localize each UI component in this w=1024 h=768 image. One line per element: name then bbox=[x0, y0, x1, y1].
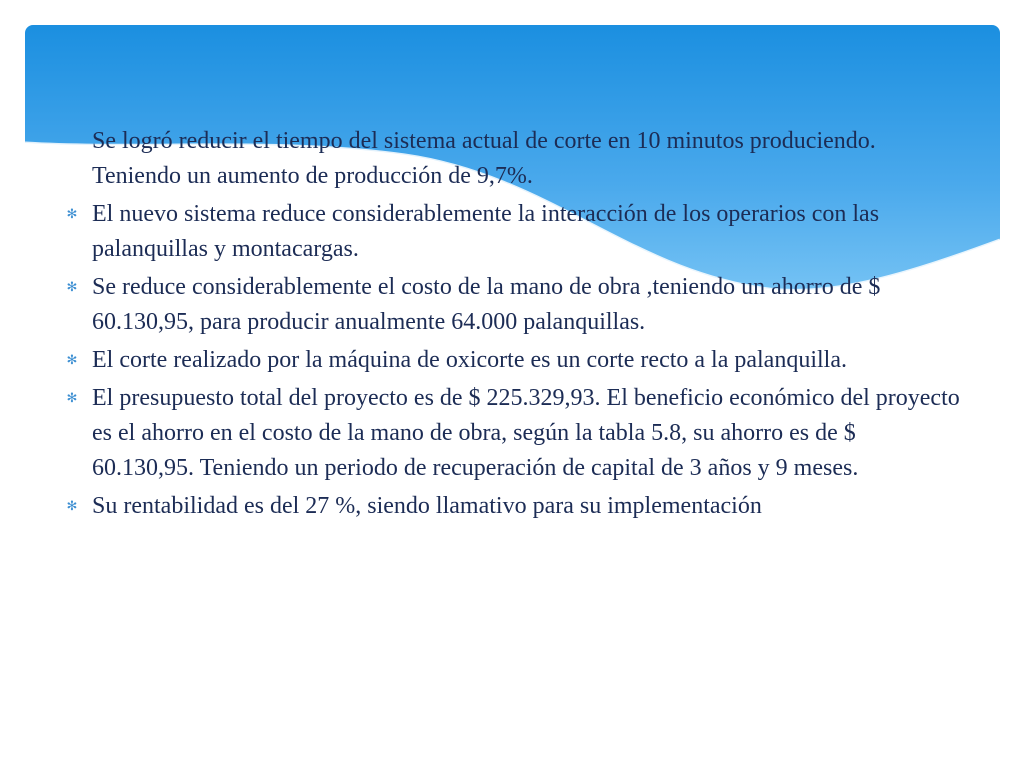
bullet-icon: ✻ bbox=[66, 391, 78, 406]
bullet-item-2 bbox=[60, 197, 960, 267]
bullet-icon: ✻ bbox=[66, 499, 78, 514]
bullet-item-3 bbox=[60, 270, 960, 340]
bullet-text: El corte realizado por la máquina de oxicorte es un corte recto a la palanquilla. bbox=[92, 347, 847, 373]
bullet-text: Se logró reducir el tiempo del sistema actual de corte en 10 minutos produciendo. Teniendo un aumento de producción de 9,7%. bbox=[92, 128, 876, 189]
bullet-icon: ✻ bbox=[66, 353, 78, 368]
bullet-text: Se reduce considerablemente el costo de la mano de obra ,teniendo un ahorro de $ 60.130,95, para producir anualmente 64.000 palanquillas. bbox=[92, 274, 881, 335]
bullet-list bbox=[60, 124, 960, 527]
bullet-text: El presupuesto total del proyecto es de $ 225.329,93. El beneficio económico del proyecto es el ahorro en el costo de la mano de obra, según la tabla 5.8, su ahorro es de $ 60.130,95. Teniendo un periodo de recuperación de capital de 3 años y 9 meses. bbox=[92, 385, 960, 481]
bullet-item-6 bbox=[60, 489, 960, 524]
bullet-text: Su rentabilidad es del 27 %, siendo llamativo para su implementación bbox=[92, 493, 762, 519]
bullet-icon: ✻ bbox=[66, 280, 78, 295]
bullet-item-4 bbox=[60, 343, 960, 378]
bullet-icon: ✻ bbox=[66, 207, 78, 222]
bullet-item-5 bbox=[60, 381, 960, 486]
bullet-text: El nuevo sistema reduce considerablemente la interacción de los operarios con las palanquillas y montacargas. bbox=[92, 201, 880, 262]
bullet-item-1 bbox=[60, 124, 960, 194]
